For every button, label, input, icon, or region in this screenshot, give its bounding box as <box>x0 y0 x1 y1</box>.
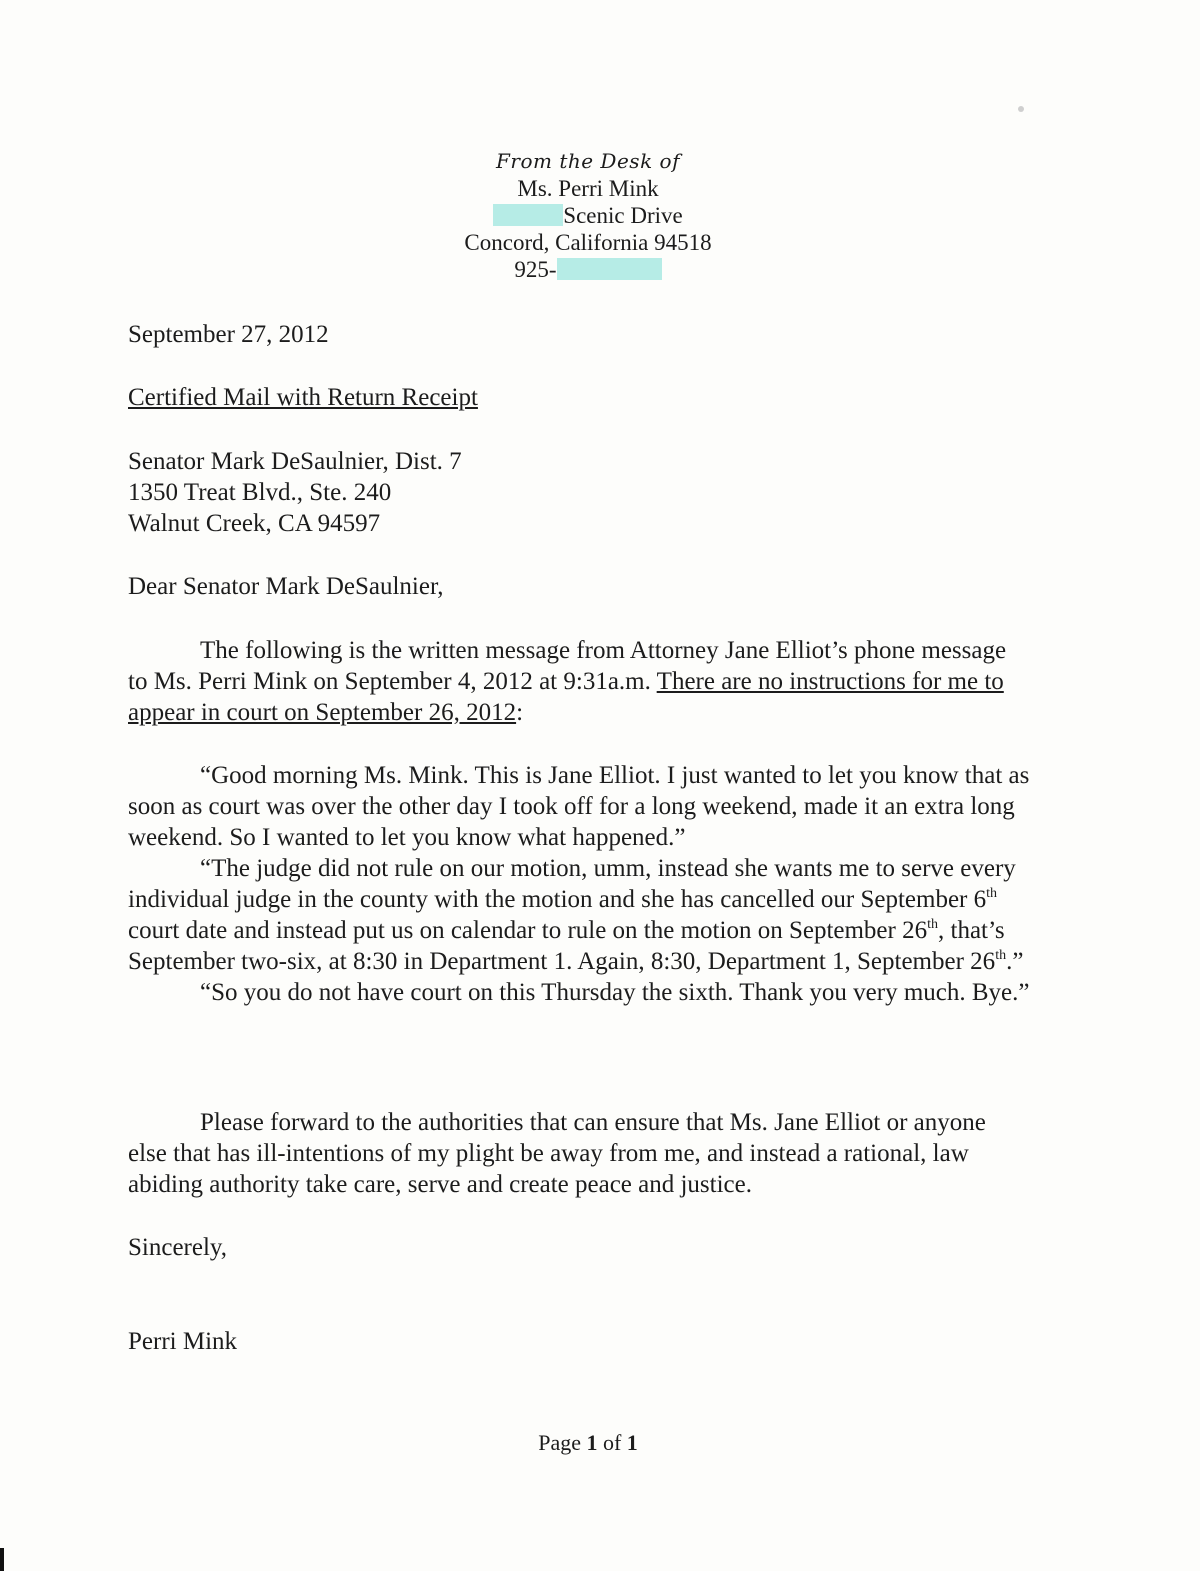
sender-city: Concord, California 94518 <box>464 230 712 255</box>
quote-2-text-a: “The judge did not rule on our motion, umm, instead she wants me to serve every individual judge in the county with the motion and she has cancelled our September 6 <box>128 855 1016 913</box>
quote-2-text-d: .” <box>1006 948 1024 975</box>
footer-of-word: of <box>602 1430 622 1455</box>
recipient-address <box>128 446 462 539</box>
scan-speck <box>1018 106 1024 112</box>
salutation: Dear Senator Mark DeSaulnier, <box>128 573 444 600</box>
superscript: th <box>995 948 1007 963</box>
sender-phone-line <box>0 256 1176 283</box>
quote-1-text: “Good morning Ms. Mink. This is Jane Elliot. I just wanted to let you know that as soon as court was over the other day I took off for a long weekend, made it an extra long weekend. So I wanted to let you know what happened.” <box>128 762 1030 851</box>
quote-paragraph-1 <box>128 760 1033 853</box>
letter-date: September 27, 2012 <box>128 321 329 348</box>
recipient-line-2: 1350 Treat Blvd., Ste. 240 <box>128 479 392 506</box>
recipient-line-1: Senator Mark DeSaulnier, Dist. 7 <box>128 448 462 475</box>
footer-page-total: 1 <box>626 1430 638 1455</box>
sender-name: Ms. Perri Mink <box>517 176 659 201</box>
quoted-message <box>128 760 1033 1008</box>
mail-method: Certified Mail with Return Receipt <box>128 384 478 411</box>
redaction-mark <box>557 258 662 280</box>
sender-street: Scenic Drive <box>563 203 683 228</box>
quote-3-text: “So you do not have court on this Thursday the sixth. Thank you very much. Bye.” <box>200 979 1030 1006</box>
page-footer <box>0 1430 1176 1456</box>
recipient-line-3: Walnut Creek, CA 94597 <box>128 510 381 537</box>
quote-paragraph-2 <box>128 853 1033 977</box>
para3-text: Please forward to the authorities that can ensure that Ms. Jane Elliot or anyone else that has ill-intentions of my plight be away from me, and instead a rational, law abiding authority take care, serve and create peace and justice. <box>128 1109 986 1198</box>
letterhead <box>0 148 1176 283</box>
footer-page-word: Page <box>538 1430 581 1455</box>
scan-edge-mark <box>0 1548 4 1571</box>
footer-page-number: 1 <box>586 1430 598 1455</box>
sender-phone-prefix: 925- <box>514 257 557 282</box>
superscript: th <box>927 917 938 932</box>
para1-end: : <box>516 699 524 726</box>
body-paragraph-1 <box>128 635 1008 728</box>
para1-underlined: There are no instructions for me to appear in court on September 26, 2012 <box>128 668 1004 726</box>
quote-2-text-c: , that’s September two-six, at 8:30 in Department 1. Again, 8:30, Department 1, September 26 <box>128 917 1005 975</box>
signature-name: Perri Mink <box>128 1328 238 1355</box>
body-paragraph-3 <box>128 1107 1008 1200</box>
quote-2-text-b: court date and instead put us on calendar to rule on the motion on September 26 <box>128 917 928 944</box>
letterhead-script-line: From the Desk of <box>496 149 680 173</box>
quote-paragraph-3 <box>128 977 1033 1008</box>
superscript: th <box>986 886 998 901</box>
sender-street-line <box>0 202 1176 229</box>
para1-text: The following is the written message from Attorney Jane Elliot’s phone message to Ms. Perri Mink on September 4, 2012 at 9:31a.m. <box>128 637 1007 695</box>
closing: Sincerely, <box>128 1234 228 1261</box>
redaction-mark <box>493 204 563 226</box>
